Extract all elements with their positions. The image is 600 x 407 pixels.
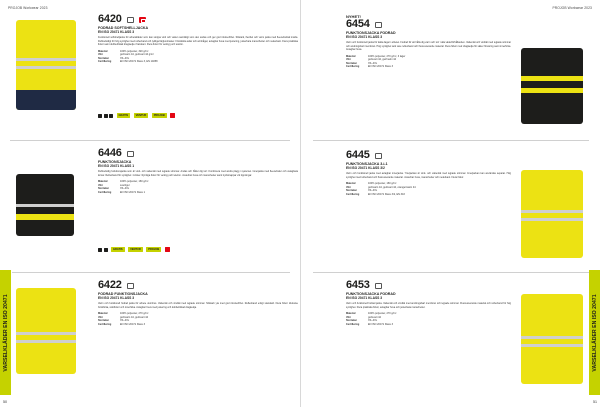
product-title: FUNKTIONSJACKA FODRAD [346,292,396,296]
product-text [98,280,298,392]
divider [313,140,589,141]
product-text [98,148,298,260]
product-subtitle: EN ISO 20471 KLASS 3 [346,35,383,40]
product-text [98,14,298,126]
spec-list: Material 100% polyester, 270 g/m² Vikt gul/svart 44 Storlekar XS–4XL Certifiering EN ISO 20471 Klass 3 [346,312,397,326]
spec-list: Material 100% polyester, 270 g/m² Vikt gul/marin 44, gul/svart 44 Storlekar XS–4XL Certifiering EN ISO 20471 Klass 3 [98,312,149,326]
ventur-button[interactable]: VENTUR [135,114,147,117]
projob-button[interactable]: PROJOB [148,248,160,251]
product-description: Varm och funktionell fodrad jacka för arbete utomhus. Vattentät och vindtät med tejpade sömmar. Slitstark yta med god rörelsefrihet. Reflexband enligt standard. Flera fickor inklusive bröstficka, sidofickor och innerficka. Avtagbar huva med justering och dubbelriktad dragkedja. [98,302,298,309]
product-description: Varm och funktionell fodrad jacka. Vattentät och vindtät med andningsbart membran och tejpade sömmar. Fluorescerande material och reflexband för hög synlighet. Flera praktiska fickor, avtagbar huva och justerbara manschetter. [346,302,511,309]
divider [313,272,589,273]
page-header: PROJOB Workwear 2023 [8,6,48,10]
divider [12,272,290,273]
product-number: 6420 [98,13,122,25]
product-6453 [313,276,591,401]
washing-icon [98,114,102,118]
feature-icons [98,113,175,118]
product-image [519,38,587,136]
page-header: PROJOB Workwear 2023 [552,6,592,10]
logo-icon [165,247,170,252]
product-text [346,150,511,262]
new-tag: NYHET! [346,14,361,19]
product-image [12,282,80,380]
ironing-icon [104,114,108,118]
side-tab: VARSELKLÄDER EN ISO 20471 [589,270,600,395]
product-image [519,288,587,386]
ironing-icon [104,248,108,252]
product-image [12,150,80,248]
certificate-badge [375,22,382,28]
product-subtitle: EN ISO 20471 KLASS 3 [346,296,383,301]
logo-icon [170,113,175,118]
product-description: Funktionell softshelljacka för arbetskläder som kan stoppa vind och vatten samtidigt som den andas och ger god rörelsefrihet. Slitstark, flexibel och varm jacka med fleecefodrad insida. Dubbelsidigt för hög synlighet med reflexband och tydliga färgkontraster. Förstärkta axlar och armbågar, avtagbar huva med justering, justerbara manschetter och nederkant. Flera praktiska fickor samt dubbelriktad dragkedja i framkant. Flera fickor för verktyg och telefon. [98,36,298,47]
product-image [519,164,587,262]
product-subtitle: EN ISO 20471 KLASS 1 [98,164,135,169]
class-badge [139,17,146,23]
product-title: FUNKTIONSJACKA 3-i-1 [346,162,388,166]
product-6445 [313,144,591,269]
spec-list: Material 100% polyester, 160 g/m² Vikt gul/marin 44, gul/svart 44, orange/marin 44 Storlekar XS–4XL Certifiering EN ISO 20471 Klass 3/2, EN 343 [346,182,416,196]
spec-list: Material 100% polyester, 160 g/m² Vikt svart/gul Storlekar XS–4XL Certifiering EN ISO 20471 Klass 1 [98,180,149,194]
product-title: FODRAD FUNKTIONSJACKA [98,292,148,296]
product-image [12,16,80,114]
product-number: 6422 [98,279,122,291]
product-number: 6453 [346,279,370,291]
product-6422 [12,276,298,401]
product-6420 [12,10,298,135]
product-text [346,280,511,392]
projob-button[interactable]: PROJOB [153,114,165,117]
product-title: FUNKTIONSJACKA FODRAD [346,31,396,35]
certificate-badge [375,153,382,159]
reflective-icon [109,114,113,118]
certificate-badge [375,283,382,289]
spec-list: Material 100% polyester, 320 g/m² Vikt gul/marin 44, gul/svart 44 g/m² Storlekar XS–4XL Certifiering EN ISO 20471 Klass 3, EN 14058 [98,49,158,64]
side-tab: VARSELKLÄDER EN ISO 20471 [0,270,11,395]
right-page [300,0,600,407]
page-number: 50 [3,400,7,404]
page-number: 51 [593,400,597,404]
product-description: Dubbelsidig funktionsjacka som är vind- och vattentät med tejpade sömmar. Andas och håller dig torr. Kombinera med andra plagg i systemet. Innerjacka med fleecefoder och avtagbara ärmar. Reflexband för synlighet i mörker. Rymliga fickor för verktyg och telefon. Justerbar huva och manschetter samt tryckknappar vid öppningar. [98,170,298,177]
spec-list: Material 100% polyester, 270 g/m², 3 lager Vikt gul/svart 44, gul/marin 44 Storlekar XS–4XL Certifiering EN ISO 20471 Klass 3 [346,54,406,69]
product-description: Varm och funktionell jacka för kalla dagar i arbetet. Fodrad för att hålla dig varm och torr i alla väderförhållanden. Vattentät och vindtät med tejpade sömmar och andningsbart membran. Hög synlighet tack vare reflexband och fluorescerande material. Flera fickor med dragkedja för säker förvaring samt innerficka. Avtagbar huva. [346,41,511,52]
product-number: 6446 [98,147,122,159]
product-6446 [12,144,298,269]
product-6454 [313,8,591,133]
product-subtitle: EN ISO 20471 KLASS 3/2 [346,166,385,171]
feature-icons [98,247,170,252]
product-number: 6445 [346,149,370,161]
product-description: Varm och funktionell jacka med avtagbar innerjacka. Ytterjackan är vind- och vattentät med tejpade sömmar. Innerjackan kan användas separat. Hög synlighet med reflexband och fluorescerande material. Justerbar huva, manschetter och nederkant. Flera fickor. [346,172,511,179]
gratis-button[interactable]: GRATIS [118,114,129,117]
product-title: FUNKTIONSJACKA [98,160,132,164]
product-number: 6454 [346,18,370,30]
washing-icon [98,248,102,252]
product-subtitle: EN ISO 20471 KLASS 3 [98,296,135,301]
certificate-badge [127,151,134,157]
divider [10,140,290,141]
gratis-button[interactable]: GRATIS [113,248,123,251]
certificate-badge [127,17,134,23]
ventur-button[interactable]: VENTUR [130,248,141,251]
product-text [346,14,511,126]
product-subtitle: EN ISO 20471 KLASS 3 [98,30,135,35]
product-title: FODRAD SOFTSHELLJACKA [98,26,149,30]
certificate-badge [127,283,134,289]
